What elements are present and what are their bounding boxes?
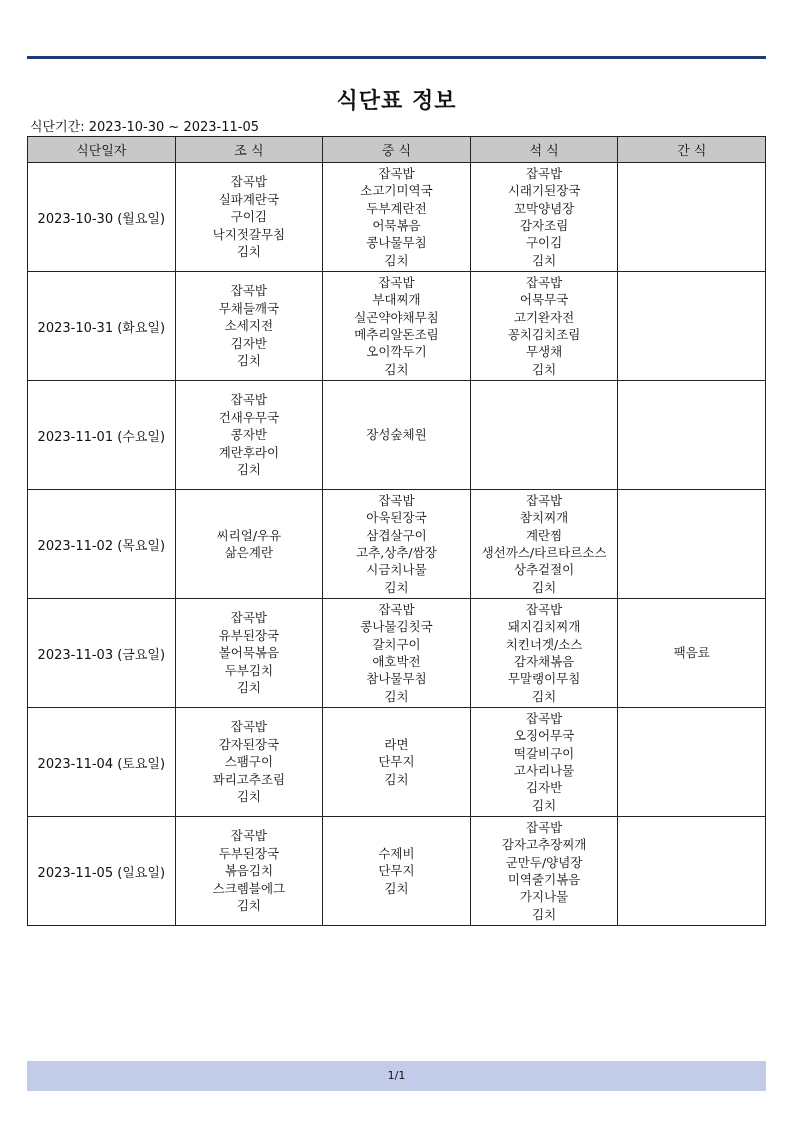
- snack-cell: [618, 599, 766, 708]
- menu-item: 고기완자전: [513, 309, 575, 325]
- date-cell: 2023-11-01 (수요일): [28, 381, 176, 490]
- menu-item: 상추겉절이: [513, 562, 575, 578]
- menu-item: 김치: [236, 462, 261, 478]
- menu-item: 팩음료: [673, 645, 710, 661]
- menu-table: [27, 136, 766, 926]
- menu-item: 부대찌개: [372, 292, 421, 308]
- menu-item: 잡곡밥: [230, 392, 267, 408]
- lunch-cell: [323, 381, 471, 490]
- menu-item-list: [323, 845, 470, 897]
- menu-item: 무생채: [525, 344, 563, 360]
- snack-cell: [618, 381, 766, 490]
- menu-item: 김자반: [230, 335, 267, 351]
- menu-item: 김치: [532, 797, 557, 813]
- menu-item: 잡곡밥: [230, 174, 267, 190]
- menu-item: 잡곡밥: [378, 274, 415, 290]
- menu-item: 메추리알돈조림: [354, 327, 439, 342]
- table-row: [28, 599, 766, 708]
- menu-item-list: [176, 718, 323, 805]
- menu-item: 꽈리고추조림: [212, 771, 286, 787]
- menu-item: 구이김: [230, 209, 267, 225]
- menu-item-list: [323, 492, 470, 596]
- menu-item-list: [471, 710, 618, 814]
- menu-item: 수제비: [378, 845, 415, 861]
- page-title: 식단표 정보: [336, 89, 457, 114]
- menu-item: 김자반: [525, 780, 563, 796]
- date-cell: 2023-11-02 (목요일): [28, 490, 176, 599]
- menu-item: 갈치구이: [372, 636, 421, 652]
- menu-item: 치킨너겟/소스: [505, 636, 583, 652]
- menu-item: 시래기된장국: [507, 183, 581, 199]
- menu-item: 김치: [384, 579, 409, 595]
- menu-item-list: [323, 426, 470, 443]
- menu-item: 콩자반: [230, 427, 267, 443]
- menu-item-list: [471, 601, 618, 705]
- menu-item: 군만두/양념장: [505, 854, 583, 870]
- menu-item-list: [176, 173, 323, 260]
- menu-item-list: [176, 282, 323, 369]
- menu-item: 잡곡밥: [525, 165, 563, 181]
- menu-item-list: [471, 819, 618, 923]
- menu-item-list: [471, 165, 618, 269]
- menu-item: 계란찜: [525, 527, 563, 543]
- menu-item: 낙지젓갈무침: [212, 226, 286, 242]
- menu-item: 아욱된장국: [366, 510, 427, 526]
- menu-item-list: [323, 274, 470, 378]
- menu-item: 참치찌개: [519, 510, 569, 526]
- menu-item: 생선까스/타르타르소스: [481, 545, 607, 560]
- menu-item: 김치: [384, 361, 409, 377]
- menu-item-list: [471, 492, 618, 596]
- menu-item: 돼지김치찌개: [507, 619, 581, 635]
- menu-item-list: [176, 527, 323, 562]
- menu-item: 감자된장국: [218, 736, 280, 752]
- menu-item: 잡곡밥: [230, 610, 267, 626]
- menu-item: 오징어무국: [513, 728, 575, 744]
- breakfast-cell: [175, 381, 323, 490]
- menu-item: 삼겹살구이: [366, 527, 427, 543]
- menu-item: 두부김치: [224, 662, 274, 678]
- menu-item-list: [618, 644, 765, 661]
- menu-item: 두부된장국: [218, 845, 280, 861]
- header-snack: 간 식: [618, 137, 766, 163]
- menu-item: 소세지전: [224, 318, 274, 334]
- snack-cell: [618, 708, 766, 817]
- menu-item: 라면: [384, 736, 409, 752]
- header-breakfast: 조 식: [175, 137, 323, 163]
- menu-item: 오이깍두기: [366, 344, 427, 360]
- menu-item: 잡곡밥: [525, 819, 563, 835]
- menu-item: 두부계란전: [366, 200, 427, 216]
- menu-item: 김치: [532, 906, 557, 922]
- dinner-cell: [470, 708, 618, 817]
- menu-item: 단무지: [378, 754, 415, 770]
- menu-item-list: [323, 165, 470, 269]
- table-row: [28, 381, 766, 490]
- lunch-cell: [323, 163, 471, 272]
- menu-item: 감자고추장찌개: [501, 837, 587, 853]
- date-cell: 2023-11-03 (금요일): [28, 599, 176, 708]
- menu-item: 꽁치김치조림: [507, 327, 581, 342]
- snack-cell: [618, 163, 766, 272]
- menu-item: 건새우무국: [218, 409, 280, 425]
- menu-item: 가지나물: [519, 889, 569, 905]
- menu-item: 어묵무국: [519, 292, 569, 308]
- menu-item-list: [323, 601, 470, 705]
- date-cell: 2023-10-30 (월요일): [28, 163, 176, 272]
- dinner-cell: [470, 272, 618, 381]
- menu-item: 잡곡밥: [230, 719, 267, 735]
- lunch-cell: [323, 272, 471, 381]
- table-row: [28, 163, 766, 272]
- menu-item: 김치: [384, 880, 409, 896]
- menu-item: 김치: [236, 353, 261, 369]
- snack-cell: [618, 272, 766, 381]
- snack-cell: [618, 817, 766, 926]
- menu-item: 김치: [236, 244, 261, 260]
- menu-item: 잡곡밥: [378, 601, 415, 617]
- menu-item: 잡곡밥: [525, 710, 563, 726]
- table-row: [28, 490, 766, 599]
- menu-item: 구이김: [525, 235, 563, 251]
- page-footer: [27, 1061, 766, 1091]
- menu-item: 애호박전: [372, 654, 421, 669]
- breakfast-cell: [175, 817, 323, 926]
- table-row: [28, 817, 766, 926]
- menu-item: 스팸구이: [224, 754, 274, 770]
- breakfast-cell: [175, 599, 323, 708]
- menu-item: 참나물무침: [366, 671, 427, 687]
- breakfast-cell: [175, 490, 323, 599]
- menu-item: 무말랭이무침: [507, 671, 581, 687]
- menu-item: 삶은계란: [224, 545, 274, 560]
- menu-item: 유부된장국: [218, 627, 280, 643]
- header-row: [28, 137, 766, 163]
- menu-item: 씨리얼/우유: [216, 527, 282, 543]
- header-lunch: 중 식: [323, 137, 471, 163]
- snack-cell: [618, 490, 766, 599]
- menu-item: 고사리나물: [513, 763, 575, 778]
- menu-item: 잡곡밥: [230, 283, 267, 299]
- menu-item: 꼬막양념장: [513, 200, 575, 216]
- menu-item: 김치: [384, 771, 409, 787]
- menu-item: 콩나물무침: [366, 235, 427, 251]
- menu-item: 장성숲체원: [366, 427, 427, 443]
- top-rule: [27, 56, 766, 59]
- menu-item: 미역줄기볶음: [507, 872, 581, 887]
- table-row: [28, 708, 766, 817]
- dinner-cell: [470, 163, 618, 272]
- lunch-cell: [323, 599, 471, 708]
- menu-item: 실곤약야채무침: [354, 309, 439, 325]
- dinner-cell: [470, 381, 618, 490]
- menu-item: 잡곡밥: [525, 601, 563, 617]
- header-date: 식단일자: [28, 137, 176, 163]
- lunch-cell: [323, 490, 471, 599]
- menu-item: 감자채볶음: [513, 654, 575, 669]
- menu-item: 김치: [532, 361, 557, 377]
- menu-item: 시금치나물: [366, 562, 427, 578]
- menu-item: 떡갈비구이: [513, 745, 575, 761]
- menu-item: 잡곡밥: [378, 492, 415, 508]
- menu-item: 계란후라이: [218, 444, 280, 460]
- date-cell: 2023-11-04 (토요일): [28, 708, 176, 817]
- breakfast-cell: [175, 708, 323, 817]
- menu-item: 김치: [532, 579, 557, 595]
- breakfast-cell: [175, 272, 323, 381]
- menu-item: 김치: [236, 898, 261, 914]
- menu-item: 잡곡밥: [230, 828, 267, 844]
- lunch-cell: [323, 817, 471, 926]
- menu-item: 김치: [384, 688, 409, 704]
- menu-item: 고추,상추/쌈장: [356, 545, 437, 560]
- menu-item: 볼어묵볶음: [218, 645, 280, 661]
- dinner-cell: [470, 490, 618, 599]
- menu-item: 잡곡밥: [378, 165, 415, 181]
- menu-item: 김치: [236, 789, 261, 805]
- menu-item: 스크렘블에그: [212, 880, 286, 896]
- menu-item: 김치: [532, 688, 557, 704]
- menu-item: 잡곡밥: [525, 492, 563, 508]
- date-cell: 2023-10-31 (화요일): [28, 272, 176, 381]
- menu-item: 잡곡밥: [525, 274, 563, 290]
- table-row: [28, 272, 766, 381]
- menu-item: 실파계란국: [218, 191, 280, 207]
- menu-item: 감자조림: [519, 218, 569, 233]
- menu-item: 콩나물김칫국: [360, 619, 433, 635]
- dinner-cell: [470, 599, 618, 708]
- menu-item-list: [176, 827, 323, 914]
- menu-item: 소고기미역국: [360, 183, 433, 199]
- menu-item: 김치: [532, 252, 557, 268]
- menu-item: 어묵볶음: [372, 218, 421, 233]
- menu-item: 무채들깨국: [218, 300, 280, 316]
- page-number: 1/1: [387, 1069, 406, 1082]
- menu-item: 김치: [236, 680, 261, 696]
- header-dinner: 석 식: [470, 137, 618, 163]
- menu-period: 식단기간: 2023-10-30 ~ 2023-11-05: [30, 120, 260, 135]
- menu-item: 김치: [384, 252, 409, 268]
- menu-item-list: [323, 736, 470, 788]
- menu-item-list: [176, 609, 323, 696]
- menu-item-list: [176, 391, 323, 478]
- menu-body: [28, 163, 766, 926]
- dinner-cell: [470, 817, 618, 926]
- date-cell: 2023-11-05 (일요일): [28, 817, 176, 926]
- menu-item: 단무지: [378, 863, 415, 879]
- lunch-cell: [323, 708, 471, 817]
- breakfast-cell: [175, 163, 323, 272]
- menu-item: 볶음김치: [224, 863, 274, 879]
- menu-item-list: [471, 274, 618, 378]
